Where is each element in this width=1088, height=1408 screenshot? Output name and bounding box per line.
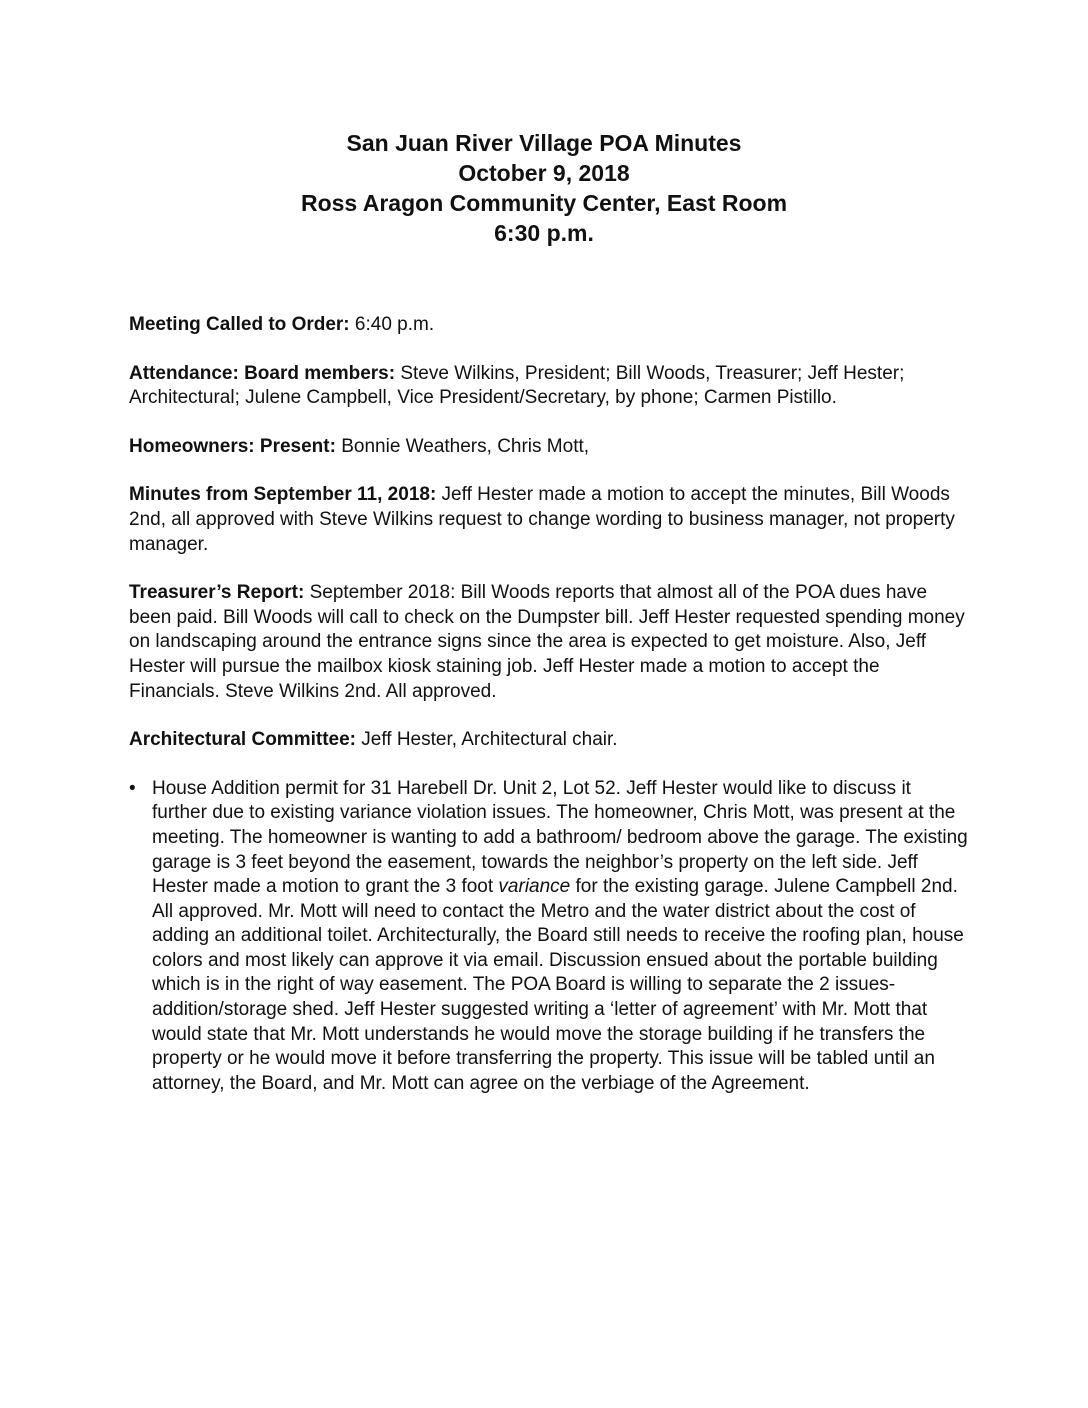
document-body xyxy=(129,313,969,1096)
architectural-list xyxy=(129,777,969,1097)
minutes-text: Jeff Hester made a motion to accept the minutes, Bill Woods 2nd, all approved with Steve Wilkins request to change wording to business manager, not property manager. xyxy=(129,484,955,555)
homeowners-section xyxy=(129,435,969,460)
meeting-called-text: 6:40 p.m. xyxy=(349,314,435,335)
meeting-time: 6:30 p.m. xyxy=(494,220,594,246)
attendance-section xyxy=(129,362,969,411)
attendance-text: Steve Wilkins, President; Bill Woods, Treasurer; Jeff Hester; Architectural; Julene Campbell, Vice President/Secretary, by phone; Carmen Pistillo. xyxy=(129,362,905,409)
meeting-called-label: Meeting Called to Order: xyxy=(129,314,350,335)
architectural-section xyxy=(129,728,969,753)
treasurer-section xyxy=(129,581,969,704)
list-item-text-continued: for the existing garage. Julene Campbell 2nd. All approved. Mr. Mott will need to contact the Metro and the water district about the cost of adding an additional toilet. Architecturally, the Board still needs to receive the roofing plan, house colors and most likely can approve it via email. Discussion ensued about the portable building which is in the right of way easement. The POA Board is willing to separate the 2 issues- addition/storage shed. Jeff Hester suggested writing a ‘letter of agreement’ with Mr. Mott that would state that Mr. Mott understands he would move the storage building if he transfers the property or he would move it before transferring the property. This issue will be tabled until an attorney, the Board, and Mr. Mott can agree on the verbiage of the Agreement. xyxy=(152,876,964,1094)
list-item-text: House Addition permit for 31 Harebell Dr. Unit 2, Lot 52. Jeff Hester would like to discuss it further due to existing variance violation issues. The homeowner, Chris Mott, was present at the meeting. The homeowner is wanting to add a bathroom/ bedroom above the garage. The existing garage is 3 feet beyond the easement, towards the neighbor’s property on the left side. Jeff Hester made a motion to grant the 3 foot xyxy=(152,777,968,898)
architectural-label: Architectural Committee: xyxy=(129,729,356,751)
treasurer-text: September 2018: Bill Woods reports that almost all of the POA dues have been paid. Bill Woods will call to check on the Dumpster bill. Jeff Hester requested spending money on landscaping around the entrance signs since the area is expected to get moisture. Also, Jeff Hester will pursue the mailbox kiosk staining job. Jeff Hester made a motion to accept the Financials. Steve Wilkins 2nd. All approved. xyxy=(129,582,965,702)
homeowners-label: Homeowners: Present: xyxy=(129,435,336,457)
minutes-section xyxy=(129,483,969,557)
minutes-label: Minutes from September 11, 2018: xyxy=(129,484,437,506)
meeting-location: Ross Aragon Community Center, East Room xyxy=(300,190,788,216)
meeting-called-section xyxy=(129,313,969,338)
list-item-emphasis: variance xyxy=(498,876,571,898)
treasurer-label: Treasurer’s Report: xyxy=(129,582,305,604)
homeowners-text: Bonnie Weathers, Chris Mott, xyxy=(335,435,590,457)
architectural-text: Jeff Hester, Architectural chair. xyxy=(356,729,618,751)
meeting-date: October 9, 2018 xyxy=(458,160,630,186)
document-header xyxy=(0,128,1088,248)
bullet-icon: • xyxy=(129,777,136,799)
list-item xyxy=(129,777,969,1097)
document-title: San Juan River Village POA Minutes xyxy=(346,130,742,156)
attendance-label: Attendance: Board members: xyxy=(129,362,396,384)
